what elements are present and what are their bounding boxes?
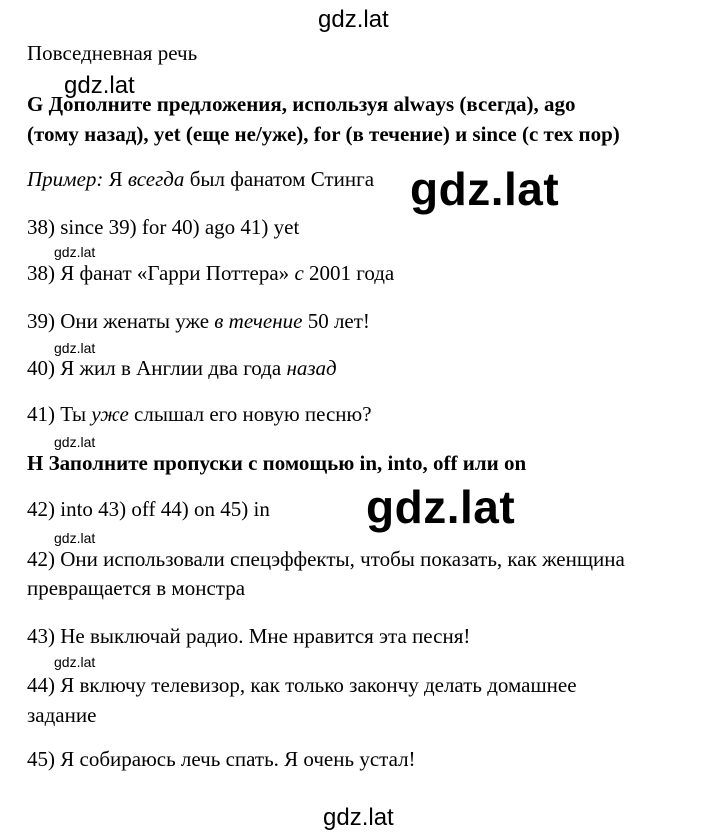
watermark-tiny-3: gdz.lat (54, 434, 96, 450)
watermark-tiny-4: gdz.lat (54, 530, 96, 546)
section-g-answers: 38) since 39) for 40) ago 41) yet (27, 215, 300, 239)
watermark-top: gdz.lat (318, 6, 389, 33)
item-44-line1: 44) Я включу телевизор, как только закончу делать домашнее (27, 673, 577, 697)
watermark-large-1: gdz.lat (410, 163, 560, 215)
item-39-post: 50 лет! (302, 309, 370, 333)
item-39 (27, 308, 370, 334)
section-g-title-line1: G Дополните предложения, используя always (всегда), ago (27, 92, 576, 116)
watermark-small-1: gdz.lat (64, 72, 135, 99)
example-label: Пример: (27, 167, 104, 191)
item-40 (27, 355, 337, 381)
watermark-tiny-5: gdz.lat (54, 654, 96, 670)
section-h-answers: 42) into 43) off 44) on 45) in (27, 497, 270, 521)
item-39-pre: 39) Они женаты уже (27, 309, 215, 333)
example-post: был фанатом Стинга (184, 167, 375, 191)
item-41 (27, 401, 372, 427)
watermark-tiny-1: gdz.lat (54, 244, 96, 260)
item-42-line1: 42) Они использовали спецэффекты, чтобы показать, как женщина (27, 547, 625, 571)
example-emphasis: всегда (127, 167, 185, 191)
item-39-emphasis: в течение (214, 309, 303, 333)
watermark-large-2: gdz.lat (366, 481, 516, 533)
item-44-line2: задание (27, 703, 97, 727)
watermark-tiny-2: gdz.lat (54, 340, 96, 356)
item-41-pre: 41) Ты (27, 402, 92, 426)
item-38-emphasis: с (294, 261, 304, 285)
item-41-post: слышал его новую песню? (128, 402, 372, 426)
section-g-title-line2: (тому назад), yet (еще не/уже), for (в течение) и since (с тех пор) (27, 122, 620, 146)
item-38-post: 2001 года (303, 261, 395, 285)
item-38-pre: 38) Я фанат «Гарри Поттера» (27, 261, 295, 285)
item-41-emphasis: уже (91, 402, 129, 426)
example-pre: Я (103, 167, 128, 191)
item-40-pre: 40) Я жил в Англии два года (27, 356, 287, 380)
item-42-line2: превращается в монстра (27, 576, 246, 600)
section-h-title: H Заполните пропуски с помощью in, into, off или on (27, 451, 527, 475)
page-heading: Повседневная речь (27, 41, 198, 65)
watermark-bottom: gdz.lat (323, 804, 394, 831)
item-38 (27, 260, 394, 286)
item-43: 43) Не выключай радио. Мне нравится эта песня! (27, 624, 471, 648)
item-40-emphasis: назад (286, 356, 337, 380)
item-45: 45) Я собираюсь лечь спать. Я очень устал! (27, 747, 416, 771)
example-line (27, 166, 374, 192)
